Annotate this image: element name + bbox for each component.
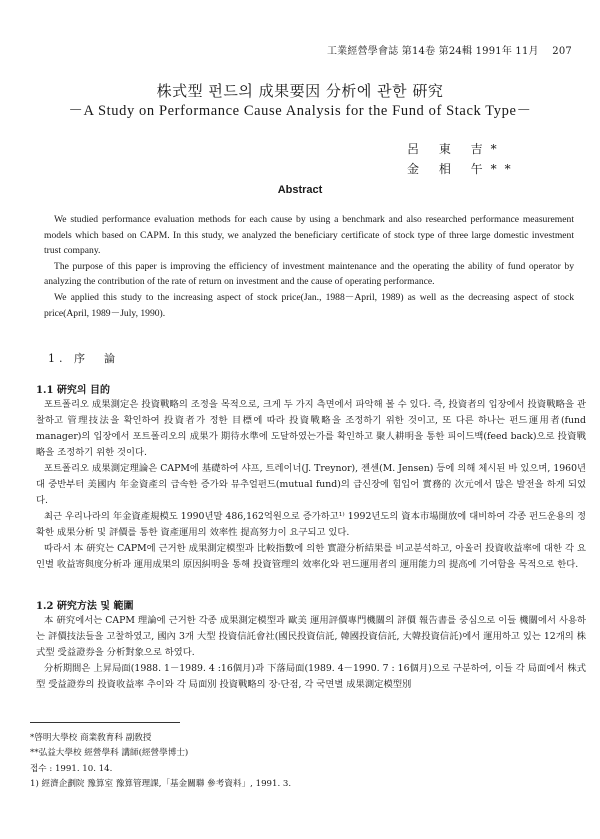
abstract-paragraph: We studied performance evaluation methods for each cause by using a benchmark and also researched performance measurement models which based on CAPM. In this study, we analyzed the beneficiary certificate of stock type of three large domestic investment trust company. bbox=[44, 214, 574, 257]
body-paragraph: 따라서 本 硏究는 CAPM에 근거한 成果測定模型과 比較指數에 의한 實證分析結果를 비교분석하고, 아울러 投資收益率에 대한 각 요인별 收益寄與度分析과 運用成果의 原因糾明을 통해 投資管理의 效率化와 펀드運用者의 運用能力의 提高에 기여함을 목적으로 한다. bbox=[36, 543, 586, 570]
body-paragraph: 포트폴리오 成果測定은 投資戰略의 조정을 목적으로, 크게 두 가지 측면에서 파악해 볼 수 있다. 즉, 投資者의 입장에서 投資戰略을 관찰하고 管理技法을 확인하여 投資者가 정한 目標에 따라 投資戰略을 조정하기 위한 것이고, 또 다른 하나는 펀드運用者(fund manager)의 입장에서 포트폴리오의 成果가 期待水準에 도달하였는가를 확인하고 聚人耕明을 통한 피이드백(feed back)으로 投資戰略을 조정하기 위한 것이다. bbox=[36, 399, 586, 458]
footnote-affiliation-2: **弘益大學校 經營學科 講師(經營學博士) bbox=[30, 748, 189, 759]
running-head: 工業經營學會誌 第14卷 第24輯 1991年 11月 207 bbox=[326, 46, 572, 57]
body-paragraph: 포트폴리오 成果測定理論은 CAPM에 基礎하여 샤프, 트레이너(J. Treynor), 젠센(M. Jensen) 등에 의해 체시된 바 있으며, 1960년대 중반부터 美國内 年金資產의 급속한 증가와 뮤추얼펀드(mutual fund)의 급신장에 힘입어 實務的 次元에서 많은 발전을 하게 되었다. bbox=[36, 463, 586, 506]
footnote-divider bbox=[30, 722, 180, 723]
footnote-affiliation-1: *啓明大學校 商業敎育科 副敎授 bbox=[30, 733, 152, 743]
subsection-body-purpose bbox=[36, 397, 586, 573]
author-1: 呂 東 吉* bbox=[407, 142, 505, 156]
section-heading-introduction: 1. 序 論 bbox=[48, 352, 119, 365]
body-paragraph: 최근 우리나라의 年金資產規模도 1990년말 486,162억원으로 증가하고¹⁾ 1992년도의 資本市場開放에 대비하여 각종 펀드운용의 정확한 成果分析 및 評價를 통한 資產運用의 效率性 提高努力이 요구되고 있다. bbox=[36, 511, 586, 538]
subsection-heading-method: 1.2 硏究方法 및 範圍 bbox=[36, 601, 134, 612]
title-english: －A Study on Performance Cause Analysis for the Fund of Stack Type－ bbox=[68, 103, 532, 119]
abstract-heading: Abstract bbox=[277, 184, 323, 196]
abstract-paragraph: We applied this study to the increasing aspect of stock price(Jan., 1988－April, 1989) as well as the decreasing aspect of stock price(April, 1989－July, 1990). bbox=[44, 291, 574, 319]
subsection-heading-purpose: 1.1 硏究의 目的 bbox=[36, 385, 111, 396]
author-2: 金 相 午** bbox=[407, 162, 519, 176]
footnotes bbox=[30, 731, 570, 793]
subsection-body-method bbox=[36, 613, 586, 693]
footnote-reference-1: 1) 經濟企劃院 豫算室 豫算管理課,「基金關聯 參考資料」, 1991. 3. bbox=[30, 779, 292, 790]
body-paragraph: 分析期間은 上昇局面(1988. 1－1989. 4 :16個月)과 下落局面(1989. 4－1990. 7 : 16個月)으로 구분하여, 이들 각 局面에서 株式型 受益證券의 投資收益率 추이와 각 局面別 投資戰略의 장·단점, 각 국면별 成果測定模型別 bbox=[36, 663, 586, 690]
abstract-paragraph: The purpose of this paper is improving the efficiency of investment maintenance and the operating the ability of fund operator by analyzing the contribution of the rate of return on investment and the cause of operating performance. bbox=[44, 260, 574, 288]
body-paragraph: 本 硏究에서는 CAPM 理論에 근거한 각종 成果測定模型과 歐美 運用評價專門機關의 評價 報告書를 중심으로 이들 機關에서 사용하는 評價技法들을 고찰하였고, 國內 3개 大型 投資信託會社(國民投資信託, 韓國投資信託, 大韓投資信託)에서 運用하고 있는 12개의 株式型 受益證券을 分析對象으로 하였다. bbox=[36, 615, 586, 658]
title-korean: 株式型 펀드의 成果要因 分析에 관한 硏究 bbox=[156, 82, 444, 100]
abstract-body bbox=[44, 212, 574, 321]
footnote-received-date: 접수 : 1991. 10. 14. bbox=[30, 763, 113, 774]
